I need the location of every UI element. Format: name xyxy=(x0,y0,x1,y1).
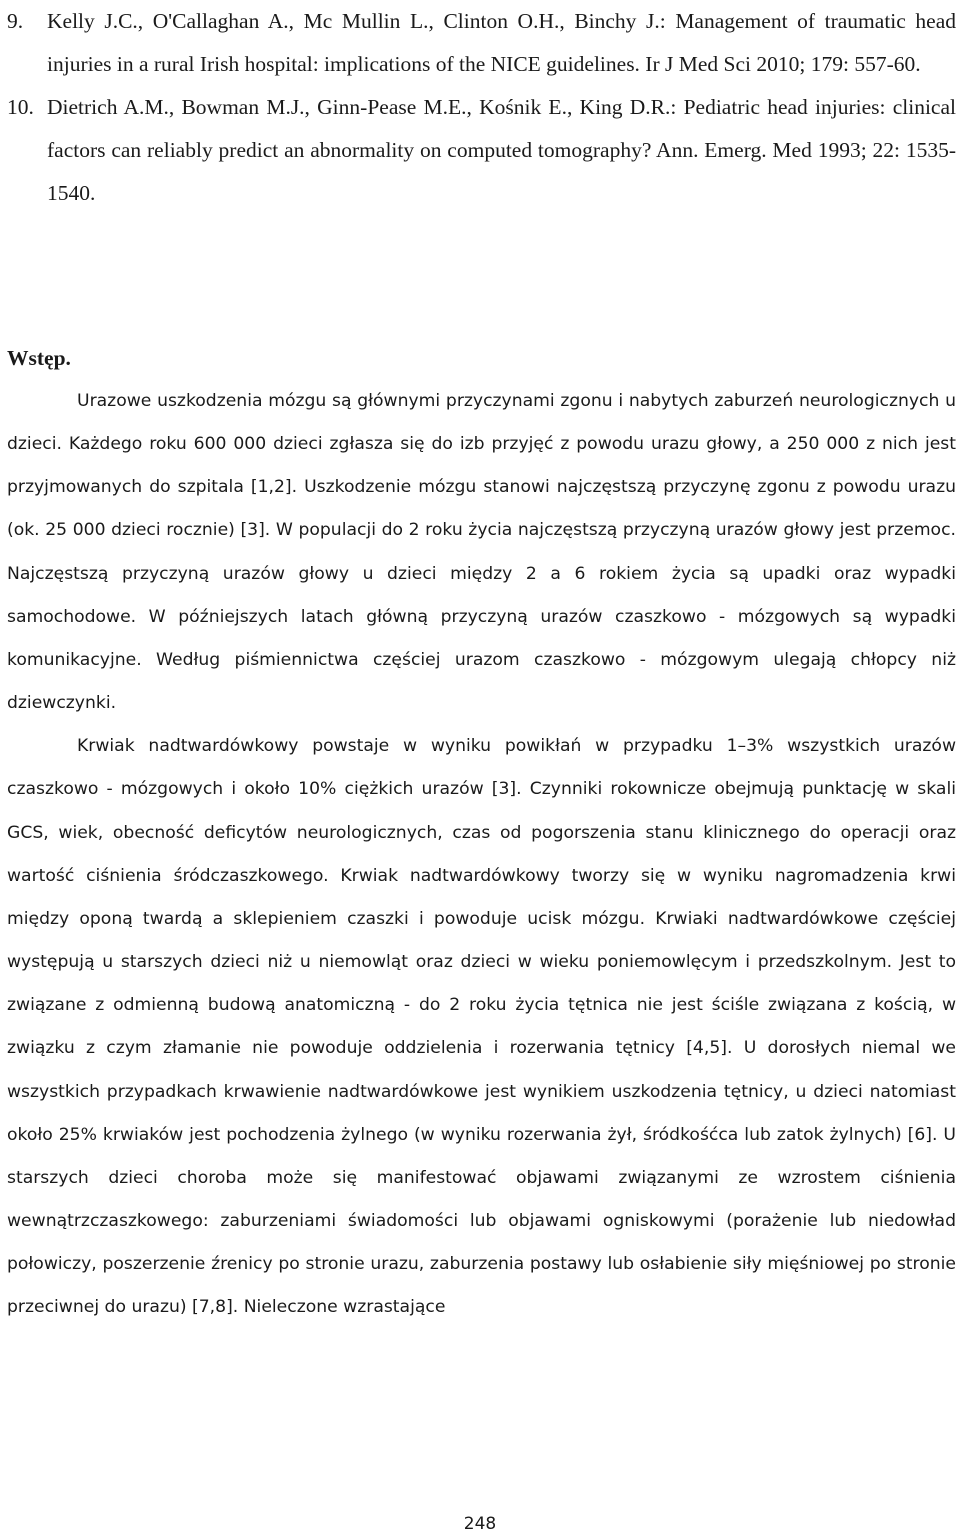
section-body xyxy=(7,380,956,1329)
page-number: 248 xyxy=(463,1514,497,1534)
reference-number: 10. xyxy=(7,95,34,119)
section-heading: Wstęp. xyxy=(7,346,71,370)
reference-item xyxy=(7,86,956,215)
paragraph: Krwiak nadtwardówkowy powstaje w wyniku powikłań w przypadku 1–3% wszystkich urazów czaszkowo - mózgowych i około 10% ciężkich urazów [3]. Czynniki rokownicze obejmują punktację w skali GCS, wiek, obecność deficytów neurologicznych, czas od pogorszenia stanu klinicznego do operacji oraz wartość ciśnienia śródczaszkowego. Krwiak nadtwardówkowy tworzy się w wyniku nagromadzenia krwi między oponą twardą a sklepieniem czaszki i powoduje ucisk mózgu. Krwiaki nadtwardówkowe częściej występują u starszych dzieci niż u niemowląt oraz dzieci w wieku poniemowlęcym i przedszkolnym. Jest to związane z odmienną budową anatomiczną - do 2 roku życia tętnica nie jest ściśle związana z kością, w związku z czym złamanie nie powoduje oddzielenia i rozerwania tętnicy [4,5]. U dorosłych niemal we wszystkich przypadkach krwawienie nadtwardówkowe jest wynikiem uszkodzenia tętnicy, u dzieci natomiast około 25% krwiaków jest pochodzenia żylnego (w wyniku rozerwania żył, śródkośćca lub zatok żylnych) [6]. U starszych dzieci choroba może się manifestować objawami związanymi ze wzrostem ciśnienia wewnątrzczaszkowego: zaburzeniami świadomości lub objawami ogniskowymi (porażenie lub niedowład połowiczy, poszerzenie źrenicy po stronie urazu, zaburzenia postawy lub osłabienie siły mięśniowej po stronie przeciwnej do urazu) [7,8]. Nieleczone wzrastające xyxy=(7,736,956,1318)
paragraph: Urazowe uszkodzenia mózgu są głównymi przyczynami zgonu i nabytych zaburzeń neurologicznych u dzieci. Każdego roku 600 000 dzieci zgłasza się do izb przyjęć z powodu urazu głowy, a 250 000 z nich jest przyjmowanych do szpitala [1,2]. Uszkodzenie mózgu stanowi najczęstszą przyczynę zgonu z powodu urazu (ok. 25 000 dzieci rocznie) [3]. W populacji do 2 roku życia najczęstszą przyczyną urazów głowy jest przemoc. Najczęstszą przyczyną urazów głowy u dzieci między 2 a 6 rokiem życia są upadki oraz wypadki samochodowe. W późniejszych latach główną przyczyną urazów czaszkowo - mózgowych są wypadki komunikacyjne. Według piśmiennictwa częściej urazom czaszkowo - mózgowym ulegają chłopcy niż dziewczynki. xyxy=(7,391,956,714)
reference-text: Kelly J.C., O'Callaghan A., Mc Mullin L., Clinton O.H., Binchy J.: Management of traumatic head injuries in a rural Irish hospital: implications of the NICE guidelines. Ir J Med Sci 2010; 179: 557-60. xyxy=(47,9,956,76)
reference-list xyxy=(7,0,956,215)
reference-item xyxy=(7,0,956,86)
reference-number: 9. xyxy=(7,9,24,33)
reference-text: Dietrich A.M., Bowman M.J., Ginn-Pease M.E., Kośnik E., King D.R.: Pediatric head injuries: clinical factors can reliably predict an abnormality on computed tomography? Ann. Emerg. Med 1993; 22: 1535-1540. xyxy=(47,95,956,205)
